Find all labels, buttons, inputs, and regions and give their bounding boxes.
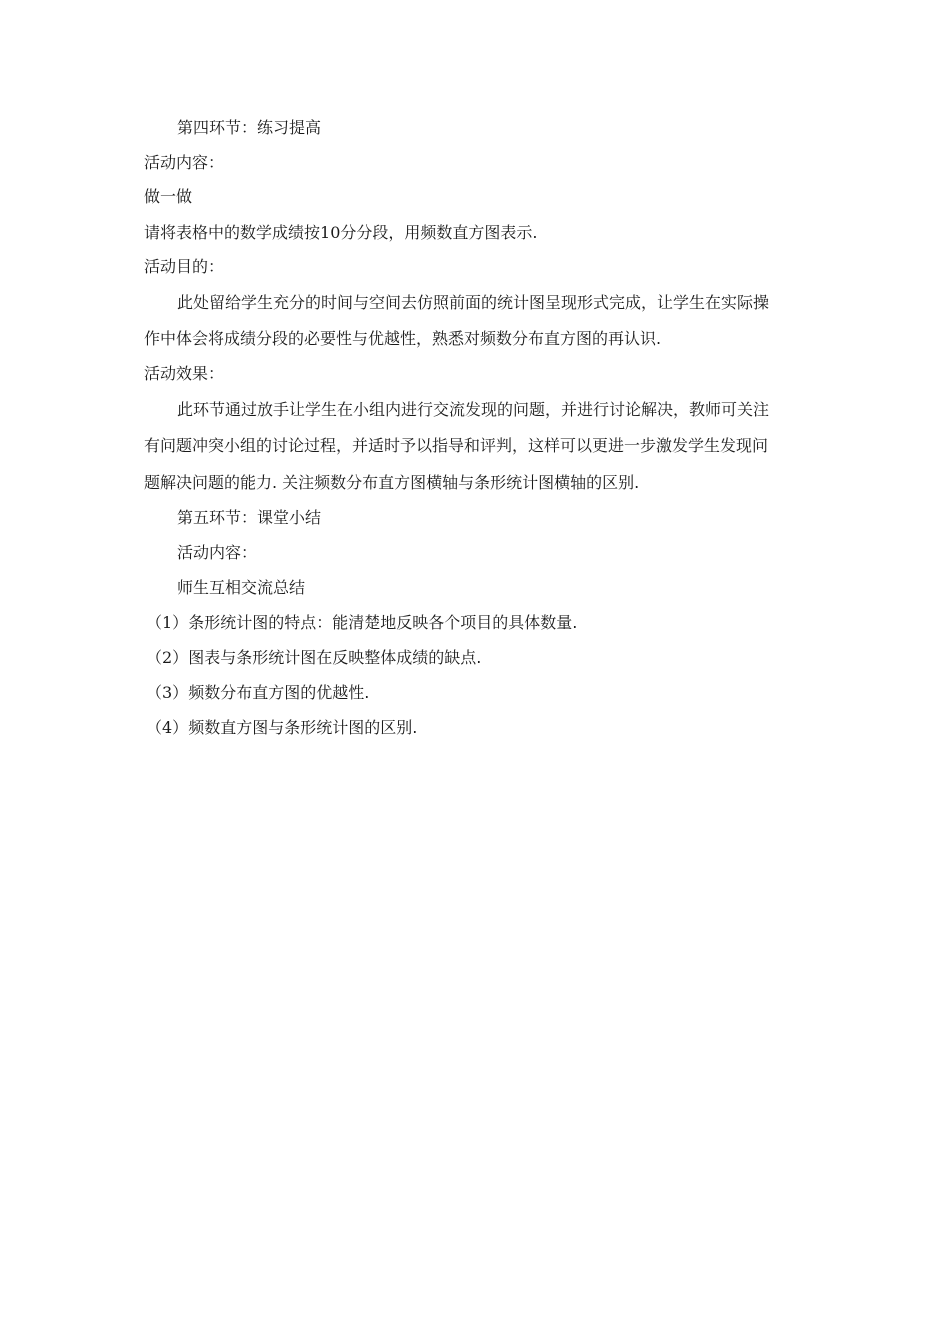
section4-heading: 第四环节：练习提高	[177, 118, 322, 137]
list-item-number: （3）	[146, 683, 189, 702]
list-item	[146, 683, 816, 703]
purpose-label: 活动目的：	[144, 257, 225, 276]
list-item-number: （2）	[146, 648, 189, 667]
effect-paragraph-line: 有问题冲突小组的讨论过程，并适时予以指导和评判，这样可以更进一步激发学生发现问	[144, 436, 769, 455]
section5-heading: 第五环节：课堂小结	[177, 508, 322, 527]
task-description	[144, 223, 814, 243]
task-title: 做一做	[144, 187, 193, 206]
task-number: 10	[320, 223, 341, 242]
list-item-text: 条形统计图的特点：能清楚地反映各个项目的具体数量.	[188, 613, 578, 632]
list-item-text: 频数分布直方图的优越性.	[188, 683, 370, 702]
section5-content-label: 活动内容：	[177, 543, 258, 562]
effect-label: 活动效果：	[144, 364, 225, 383]
task-text-pre: 请将表格中的数学成绩按	[144, 223, 321, 242]
effect-paragraph-line: 题解决问题的能力. 关注频数分布直方图横轴与条形统计图横轴的区别.	[144, 473, 640, 492]
list-item-number: （1）	[146, 613, 189, 632]
list-item-text: 图表与条形统计图在反映整体成绩的缺点.	[188, 648, 482, 667]
list-item	[146, 648, 816, 668]
section4-content-label: 活动内容：	[144, 153, 225, 172]
summary-title: 师生互相交流总结	[177, 578, 306, 597]
list-item-text: 频数直方图与条形统计图的区别.	[188, 718, 418, 737]
purpose-paragraph-line: 此处留给学生充分的时间与空间去仿照前面的统计图呈现形式完成，让学生在实际操	[177, 293, 770, 312]
task-text-post: 分分段，用频数直方图表示.	[340, 223, 538, 242]
list-item-number: （4）	[146, 718, 189, 737]
list-item	[146, 613, 816, 633]
purpose-paragraph-line: 作中体会将成绩分段的必要性与优越性，熟悉对频数分布直方图的再认识.	[144, 329, 662, 348]
list-item	[146, 718, 816, 738]
effect-paragraph-line: 此环节通过放手让学生在小组内进行交流发现的问题，并进行讨论解决，教师可关注	[177, 400, 770, 419]
